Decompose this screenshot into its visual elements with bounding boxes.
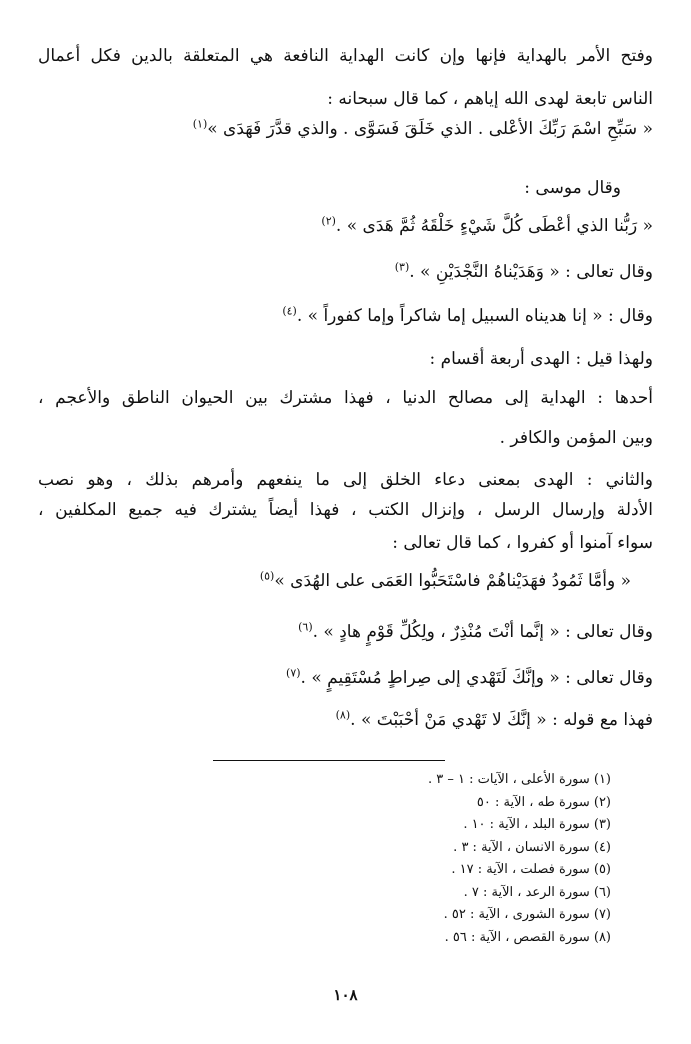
footnote: (٣) سورة البلد ، الآية : ١٠ . bbox=[463, 817, 611, 832]
quran-verse: « سَبِّحِ اسْمَ رَبِّكَ الأعْلى . الذي خَلَقَ فَسَوَّى . والذي قدَّرَ فَهَدَى »$^{(١)}$ bbox=[192, 117, 653, 139]
footnote: (٨) سورة القصص ، الآية : ٥٦ . bbox=[444, 929, 611, 945]
footnote: (٦) سورة الرعد ، الآية : ٧ . bbox=[463, 884, 611, 900]
footnote-divider bbox=[213, 760, 445, 761]
text-line: وقال تعالى : « وَهَدَيْناهُ النَّجْدَيْنِ » .$^{(٣)}$ bbox=[394, 260, 653, 282]
footnote-ref: (٧) bbox=[286, 666, 301, 680]
footnote-ref: (٤) bbox=[282, 304, 297, 318]
text-line: وبين المؤمن والكافر . bbox=[499, 428, 653, 448]
text-line: سواء آمنوا أو كفروا ، كما قال تعالى : bbox=[392, 533, 653, 553]
text-line: فهذا مع قوله : « إنَّكَ لا تَهْدي مَنْ أحْبَبْتَ » .$^{(٨)}$ bbox=[335, 708, 653, 730]
quran-verse: « رَبُّنا الذي أعْطَى كُلَّ شَيْءٍ خَلْقَهُ ثُمَّ هَدَى » .$^{(٢)}$ bbox=[321, 214, 653, 236]
footnote-ref: (٥) bbox=[259, 569, 275, 583]
footnote-ref: (٦) bbox=[298, 620, 313, 634]
footnote: (٤) سورة الانسان ، الآية : ٣ . bbox=[453, 839, 611, 855]
footnote: (٢) سورة طه ، الآية : ٥٠ bbox=[476, 794, 611, 810]
footnote: (٧) سورة الشورى ، الآية : ٥٢ . bbox=[443, 907, 611, 922]
footnote-ref: (٣) bbox=[394, 260, 410, 274]
text-line: وفتح الأمر بالهداية فإنها وإن كانت الهداية النافعة هي المتعلقة بالدين فكل أعمال bbox=[38, 46, 653, 66]
footnote-ref: (١) bbox=[192, 117, 208, 131]
text-line: ولهذا قيل : الهدى أربعة أقسام : bbox=[429, 349, 653, 369]
text-line: الأدلة وإرسال الرسل ، وإنزال الكتب ، فهذا أيضاً يشترك فيه جميع المكلفين ، bbox=[38, 500, 653, 520]
footnotes bbox=[191, 772, 611, 952]
page-number: ١٠٨ bbox=[333, 986, 358, 1004]
text-line: وقال تعالى : « إنَّما أنْتَ مُنْذِرٌ ، ولِكُلِّ قَوْمٍ هادٍ » .$^{(٦)}$ bbox=[298, 620, 653, 642]
text-line: أحدها : الهداية إلى مصالح الدنيا ، فهذا مشترك بين الحيوان الناطق والأعجم ، bbox=[38, 388, 653, 408]
text-line: والثاني : الهدى بمعنى دعاء الخلق إلى ما ينفعهم وأمرهم بذلك ، وهو نصب bbox=[38, 470, 653, 490]
text-line: الناس تابعة لهدى الله إياهم ، كما قال سبحانه : bbox=[327, 89, 653, 109]
footnote: (٥) سورة فصلت ، الآية : ١٧ . bbox=[451, 862, 611, 877]
footnote-ref: (٢) bbox=[321, 214, 336, 228]
footnote: (١) سورة الأعلى ، الآيات : ١ – ٣ . bbox=[428, 772, 611, 787]
text-line: وقال : « إنا هديناه السبيل إما شاكراً وإما كفوراً » .$^{(٤)}$ bbox=[282, 304, 653, 326]
text-line: وقال تعالى : « وإنَّكَ لَتَهْدي إلى صِراطٍ مُسْتَقِيمٍ » .$^{(٧)}$ bbox=[286, 666, 653, 688]
footnote-ref: (٨) bbox=[335, 708, 351, 722]
quran-verse: « وأمَّا ثَمُودُ فهَدَيْناهُمْ فاسْتَحَبُّوا العَمَى على الهُدَى »$^{(٥)}$ bbox=[259, 569, 631, 591]
text-line: وقال موسى : bbox=[524, 178, 621, 198]
